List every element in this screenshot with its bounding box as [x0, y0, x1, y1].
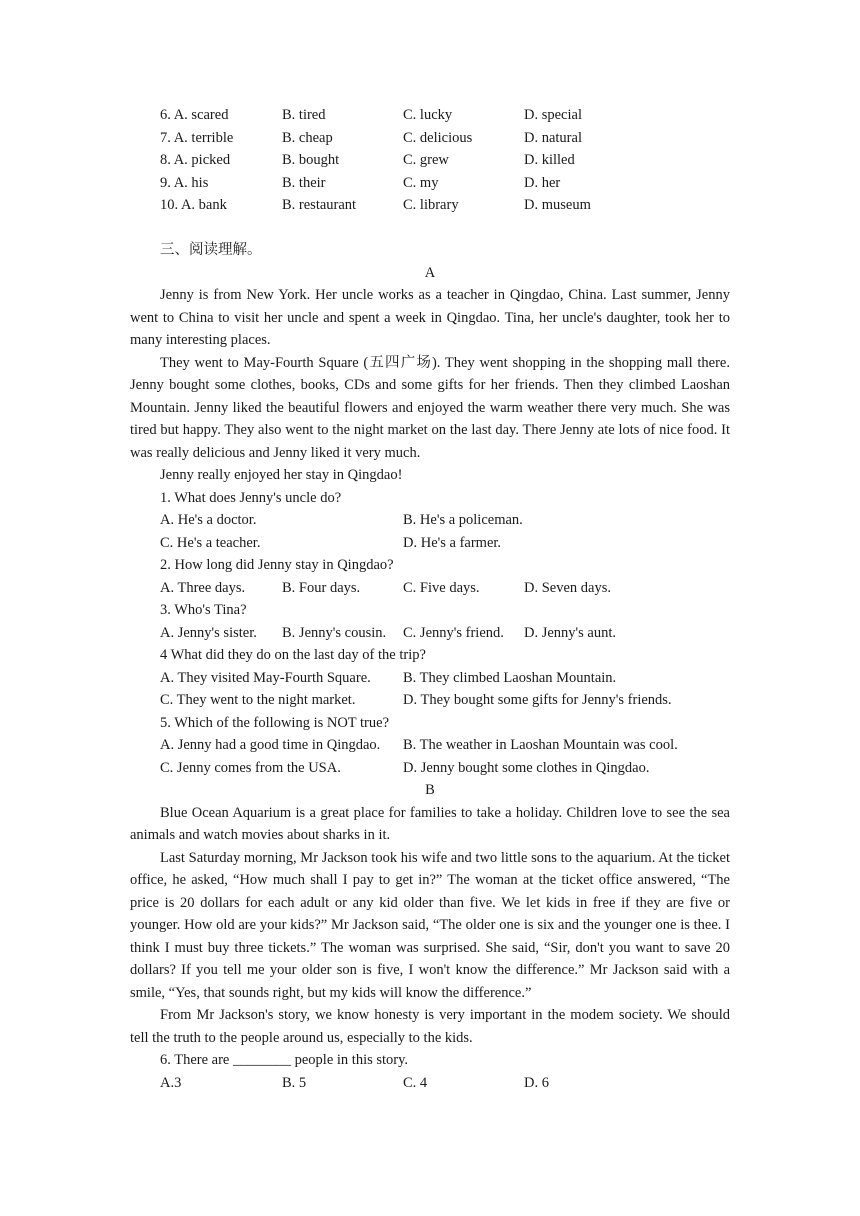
question-3: 3. Who's Tina? — [160, 602, 247, 618]
option-a: A. Jenny had a good time in Qingdao. — [160, 737, 381, 753]
option-row — [130, 104, 730, 127]
option-b: B. Jenny's cousin. — [282, 624, 387, 641]
question-2: 2. How long did Jenny stay in Qingdao? — [160, 557, 394, 573]
option-a: 7. A. terrible — [160, 129, 234, 146]
question-5-options-row-1 — [130, 734, 730, 757]
cloze-options — [130, 104, 730, 217]
option-a: 8. A. picked — [160, 152, 231, 168]
option-row — [130, 194, 730, 217]
option-b: B. The weather in Laoshan Mountain was cool. — [403, 737, 678, 753]
option-d: D. her — [524, 174, 561, 191]
option-c: C. lucky — [403, 107, 453, 123]
question-4: 4 What did they do on the last day of the trip? — [160, 647, 426, 663]
option-b: B. bought — [282, 152, 340, 168]
option-a: A. He's a doctor. — [160, 512, 257, 528]
question-1-options-row-1 — [130, 509, 730, 532]
option-c: C. grew — [403, 152, 449, 168]
option-row — [130, 127, 730, 150]
option-b: B. restaurant — [282, 197, 357, 213]
option-a: 10. A. bank — [160, 197, 227, 213]
option-d: D. They bought some gifts for Jenny's friends. — [403, 692, 672, 708]
option-a: A.3 — [160, 1074, 182, 1091]
option-c: C. 4 — [403, 1074, 428, 1091]
option-d: D. He's a farmer. — [403, 534, 502, 551]
section-heading: 三、阅读理解。 — [160, 242, 262, 258]
question-2-options — [130, 577, 730, 600]
option-c: C. Jenny comes from the USA. — [160, 759, 341, 776]
question-6-options — [130, 1072, 730, 1095]
passage-a-paragraph-3: Jenny really enjoyed her stay in Qingdao! — [160, 467, 403, 483]
option-a: A. They visited May-Fourth Square. — [160, 669, 371, 686]
option-c: C. He's a teacher. — [160, 534, 261, 551]
question-4-options-row-1 — [130, 667, 730, 690]
option-d: D. special — [524, 107, 582, 123]
option-d: D. museum — [524, 197, 591, 213]
option-b: B. 5 — [282, 1074, 307, 1091]
question-1-options-row-2 — [130, 532, 730, 555]
spacer — [130, 217, 730, 240]
option-d: D. killed — [524, 152, 575, 168]
passage-b-label: B — [425, 782, 435, 798]
option-b: B. Four days. — [282, 579, 361, 596]
question-1: 1. What does Jenny's uncle do? — [160, 489, 342, 506]
option-d: D. Jenny's aunt. — [524, 624, 617, 641]
option-a: A. Three days. — [160, 579, 246, 596]
option-d: D. Jenny bought some clothes in Qingdao. — [403, 759, 650, 776]
option-b: B. tired — [282, 107, 326, 123]
question-5-options-row-2 — [130, 757, 730, 780]
option-c: C. Five days. — [403, 579, 480, 596]
question-3-options — [130, 622, 730, 645]
option-d: D. Seven days. — [524, 579, 611, 596]
passage-b-paragraph-1: Blue Ocean Aquarium is a great place for families to take a holiday. Children love to see the sea animals and watch movies about sharks in it. — [130, 804, 730, 843]
exam-page — [130, 104, 730, 1094]
option-d: D. natural — [524, 129, 582, 146]
passage-a-paragraph-1: Jenny is from New York. Her uncle works as a teacher in Qingdao, China. Last summer, Jenny went to China to visit her uncle and spent a week in Qingdao. Tina, her uncle's daughter, took her to many interesting places. — [130, 287, 730, 348]
option-c: C. They went to the night market. — [160, 692, 356, 708]
question-4-options-row-2 — [130, 689, 730, 712]
passage-a-paragraph-2: They went to May-Fourth Square (五四广场). They went shopping in the shopping mall there. Jenny bought some clothes, books, CDs and some gifts for her friends. Then they climbed Laoshan Mountain. Jenny liked the beautiful flowers and enjoyed the warm weather there very much. She was tired but happy. They also went to the night market on the last day. There Jenny ate lots of nice food. It was really delicious and Jenny liked it very much. — [130, 354, 730, 461]
option-row — [130, 149, 730, 172]
option-a: 6. A. scared — [160, 107, 229, 123]
option-d: D. 6 — [524, 1074, 549, 1091]
option-row — [130, 172, 730, 195]
passage-b-paragraph-2: Last Saturday morning, Mr Jackson took his wife and two little sons to the aquarium. At the ticket office, he asked, “How much shall I pay to get in?” The woman at the ticket office answered, “The price is 20 dollars for each adult or any kid older than five. We let kids in free if they are five or younger. How old are your kids?” Mr Jackson said, “The older one is six and the younger one is thee. I think I must buy three tickets.” The woman was surprised. She said, “Sir, don't you want to save 20 dollars? If you tell me your older son is five, I won't know the difference.” Mr Jackson said with a smile, “Yes, that sounds right, but my kids will know the difference.” — [130, 849, 730, 1001]
option-b: B. their — [282, 174, 326, 191]
option-b: B. They climbed Laoshan Mountain. — [403, 669, 617, 686]
option-c: C. library — [403, 197, 459, 213]
option-c: C. delicious — [403, 129, 473, 146]
option-b: B. He's a policeman. — [403, 512, 523, 528]
option-c: C. my — [403, 174, 439, 191]
option-b: B. cheap — [282, 129, 333, 146]
option-a: A. Jenny's sister. — [160, 624, 257, 641]
passage-a-label: A — [424, 264, 436, 281]
passage-b-paragraph-3: From Mr Jackson's story, we know honesty is very important in the modem society. We should tell the truth to the people around us, especially to the kids. — [130, 1007, 730, 1046]
question-6: 6. There are ________ people in this story. — [160, 1052, 409, 1068]
option-c: C. Jenny's friend. — [403, 624, 504, 641]
question-5: 5. Which of the following is NOT true? — [160, 714, 390, 731]
option-a: 9. A. his — [160, 174, 209, 191]
